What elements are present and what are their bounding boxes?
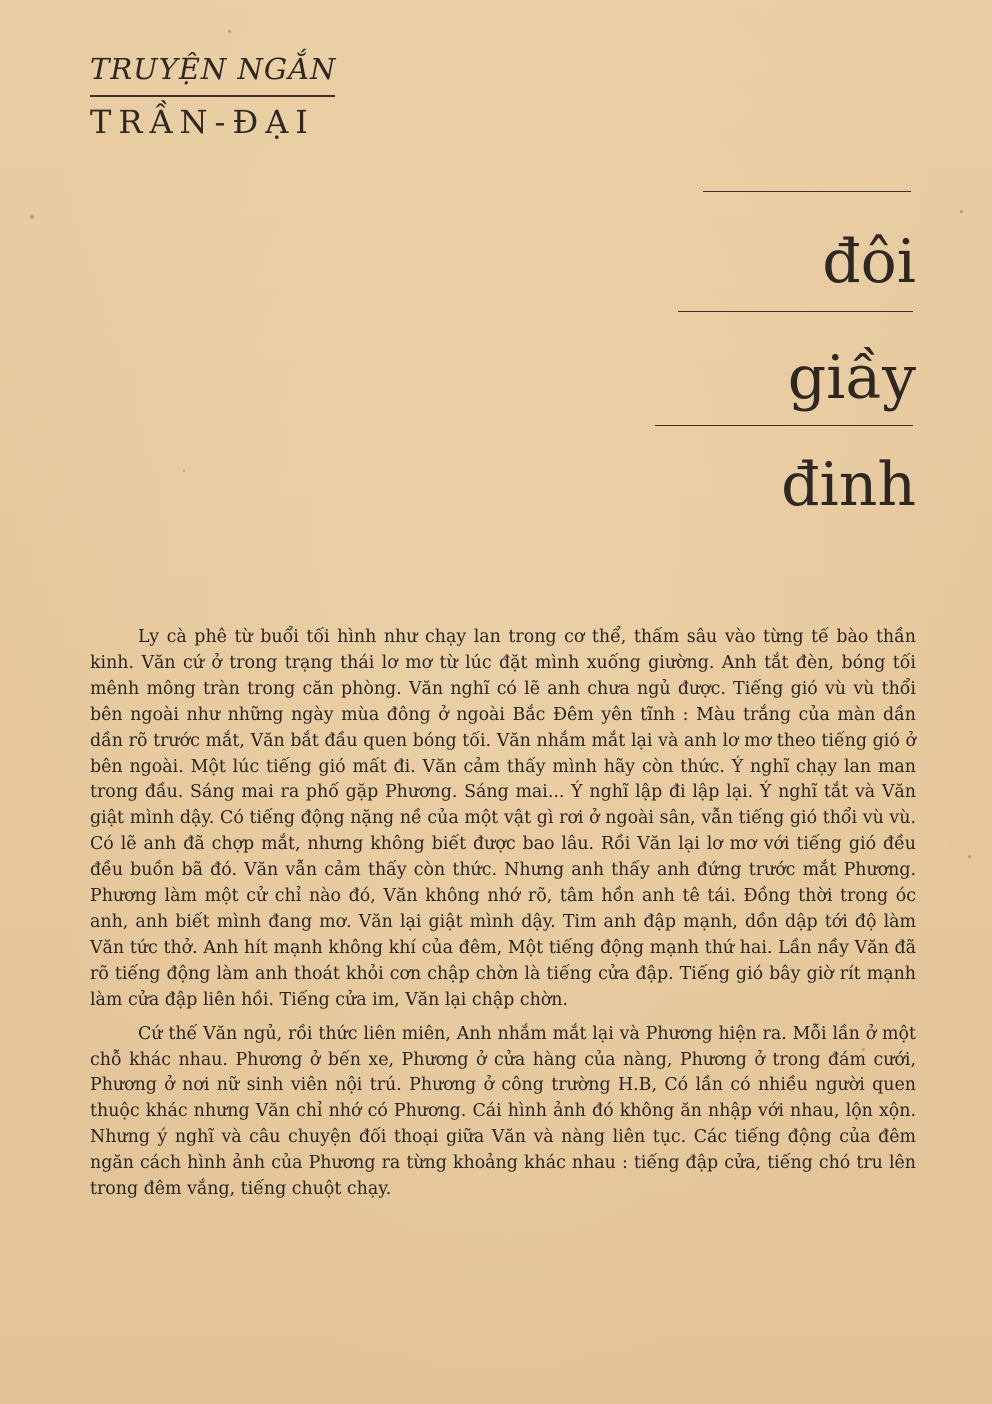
paper-speck: [183, 470, 185, 472]
author-name: TRẦN-ĐẠI: [90, 103, 315, 141]
section-underline: [90, 95, 335, 97]
title-word: đôi: [822, 227, 916, 297]
paper-speck: [960, 210, 963, 213]
title-rule: [678, 311, 913, 312]
paragraph: Ly cà phê từ buổi tối hình như chạy lan trong cơ thể, thấm sâu vào từng tế bào thần kinh. Văn cứ ở trong trạng thái lơ mơ từ lúc đặt mình xuống giường. Anh tắt đèn, bóng tối mênh mông tràn trong căn phòng. Văn nghĩ có lẽ anh chưa ngủ được. Tiếng gió vù vù thổi bên ngoài như những ngày mùa đông ở ngoài Bắc Đêm yên tĩnh : Màu trắng của màn dần dần rõ trước mắt, Văn bắt đầu quen bóng tối. Văn nhắm mắt lại và anh lơ mơ theo tiếng gió ở bên ngoài. Một lúc tiếng gió mất đi. Văn cảm thấy mình hãy còn thức. Ý nghĩ chạy lan man trong đầu. Sáng mai ra phố gặp Phương. Sáng mai... Ý nghĩ lập đi lập lại. Ý nghĩ tắt và Văn giật mình dậy. Có tiếng động nặng nề của một vật gì rơi ở ngoài sân, vẫn tiếng gió thổi vù vù. Có lẽ anh đã chợp mắt, nhưng không biết được bao lâu. Rồi Văn lại lơ mơ với tiếng gió đều đều buồn bã đó. Văn vẫn cảm thấy còn thức. Nhưng anh thấy anh đứng trước mắt Phương. Phương làm một cử chỉ nào đó, Văn không nhớ rõ, tâm hồn anh tê tái. Đồng thời trong óc anh, anh biết mình đang mơ. Văn lại giật mình dậy. Tim anh đập mạnh, dồn dập tới độ làm Văn tức thở. Anh hít mạnh không khí của đêm, Một tiếng động mạnh thứ hai. Lần nầy Văn đã rõ tiếng động làm anh thoát khỏi cơn chập chờn là tiếng cửa đập. Tiếng gió bây giờ rít mạnh làm cửa đập liên hồi. Tiếng cửa im, Văn lại chập chờn.: [90, 627, 916, 1010]
paper-speck: [30, 215, 34, 219]
paragraph: Cứ thế Văn ngủ, rồi thức liên miên, Anh nhắm mắt lại và Phương hiện ra. Mỗi lần ở một chỗ khác nhau. Phương ở bến xe, Phương ở cửa hàng của nàng, Phương ở trong đám cưới, Phương ở nơi nữ sinh viên nội trú. Phương ở công trường H.B, Có lần có nhiều người quen thuộc khác nhưng Văn chỉ nhớ có Phương. Cái hình ảnh đó không ăn nhập với nhau, lộn xộn. Nhưng ý nghĩ và câu chuyện đối thoại giữa Văn và nàng liên tục. Các tiếng động của đêm ngăn cách hình ảnh của Phương ra từng khoảng khác nhau : tiếng đập cửa, tiếng chó tru lên trong đêm vắng, tiếng chuột chạy.: [90, 1023, 916, 1200]
title-word: đinh: [781, 450, 916, 520]
title-word: giầy: [787, 343, 916, 413]
story-body: [90, 625, 916, 1211]
title-rule: [655, 425, 913, 426]
section-label: TRUYỆN NGẮN: [90, 52, 337, 86]
title-rule: [703, 191, 911, 192]
paper-speck: [228, 30, 231, 33]
paper-speck: [968, 855, 971, 858]
paper-speck: [862, 1048, 865, 1051]
